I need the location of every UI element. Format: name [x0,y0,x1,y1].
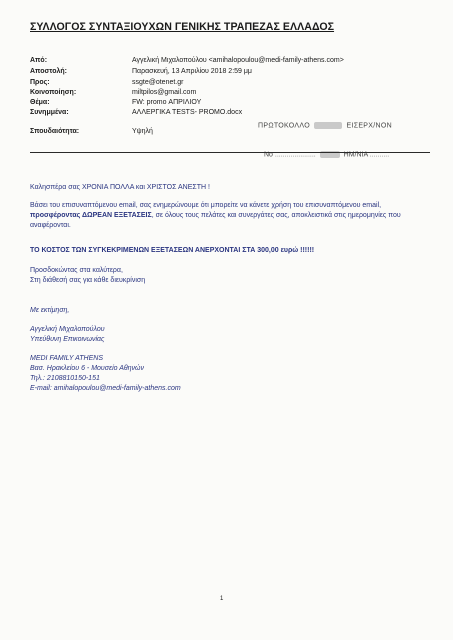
stamp-protocol-label: ΠΡΩΤΟΚΟΛΛΟ [258,122,310,130]
from-label: Από: [30,57,48,64]
cc-value: miltpilos@gmail.com [132,89,197,96]
page-title: ΣΥΛΛΟΓΟΣ ΣΥΝΤΑΞΙΟΥΧΩΝ ΓΕΝΙΚΗΣ ΤΡΑΠΕΖΑΣ ΕΛΛΑΔΟΣ [30,21,335,33]
to-value: ssgte@otenet.gr [132,79,184,86]
signature-email: E-mail: amihalopoulou@medi-family-athens.com [30,385,181,392]
attachments-value: ΑΛΛΕΡΓΙΚΑ TESTS- PROMO.docx [132,109,243,116]
attachments-label: Συνημμένα: [30,109,69,116]
signature-regards: Με εκτίμηση, [30,307,70,314]
greeting: Καλησπέρα σας ΧΡΟΝΙΑ ΠΟΛΛΑ και ΧΡΙΣΤΟΣ ΑΝΕΣΤΗ ! [30,184,210,191]
signature-company: MEDI FAMILY ATHENS [30,355,103,362]
sent-value: Παρασκευή, 13 Απριλίου 2018 2:59 μμ [132,68,252,75]
stamp-smudge [314,122,342,129]
stamp-no-dots: ..................... [274,151,316,159]
stamp-no-label: Νο [264,151,273,159]
page-number: 1 [220,596,224,602]
cost-line: ΤΟ ΚΟΣΤΟΣ ΤΩΝ ΣΥΓΚΕΚΡΙΜΕΝΩΝ ΕΞΕΤΑΣΕΩΝ ΑΝΕΡΧΟΝΤΑΙ ΣΤΑ 300,00 ευρώ !!!!!! [30,247,315,254]
priority-label: Σπουδαιότητα: [30,128,80,135]
protocol-stamp [258,122,428,166]
paragraph-offer [30,201,432,231]
stamp-incoming-label: ΕΙΣΕΡΧ/ΝΟΝ [346,122,392,130]
paragraph-offer-start: Βάσει του επισυναπτόμενου email, σας ενημερώνουμε ότι μπορείτε να κάνετε χρήση του επισυναπτόμενου email, [30,202,382,209]
signature-role: Υπεύθυνη Επικοινωνίας [30,336,105,343]
stamp-date-dots: .......... [369,151,390,159]
to-label: Προς: [30,79,50,86]
cc-row [30,88,430,97]
paragraph-offer-bold: προσφέροντας ΔΩΡΕΑΝ ΕΞΕΤΑΣΕΙΣ [30,212,152,219]
waiting-line-1: Προσδοκώντας στα καλύτερα, [30,267,123,274]
paragraph-offer-end: , σε όλους τους πελάτες και συνεργάτες σας, αποκλειστικά στις ημερομηνίες που αναφέρονται. [30,212,401,229]
sent-row [30,67,430,76]
waiting-line-2: Στη διάθεσή σας για κάθε διευκρίνιση [30,277,146,284]
stamp-date-label: ΗΜ/ΝΙΑ [343,151,368,159]
subject-label: Θέμα: [30,99,50,106]
from-row [30,56,430,65]
cc-label: Κοινοποίηση: [30,89,77,96]
attachments-row [30,108,430,117]
to-row [30,78,430,87]
priority-value: Υψηλή [132,128,153,135]
from-value: Αγγελική Μιχαλοπούλου <amihalopoulou@medi-family-athens.com> [132,57,344,64]
subject-row [30,98,430,107]
subject-value: FW: promo ΑΠΡΙΛΙΟΥ [132,99,202,106]
signature-phone: Τηλ.: 2108810150-151 [30,375,100,382]
sent-label: Αποστολή: [30,68,67,75]
header-divider [30,152,430,153]
signature-name: Αγγελική Μιχαλοπούλου [30,326,105,333]
signature-address: Βασ. Ηρακλείου 6 - Μουσείο Αθηνών [30,365,145,372]
